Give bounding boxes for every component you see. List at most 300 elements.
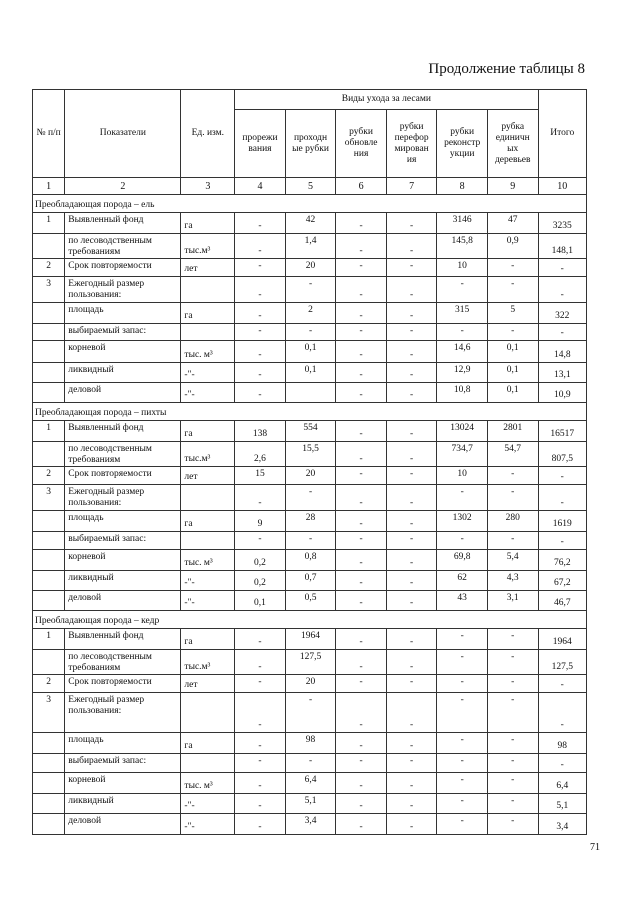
row-number: [33, 234, 65, 259]
care-value: -: [285, 485, 336, 511]
care-value: 15: [235, 467, 286, 485]
row-unit: [181, 277, 235, 303]
care-value: -: [386, 675, 437, 693]
care-value: -: [386, 629, 437, 650]
total-value: 5,1: [538, 794, 586, 814]
row-label: Выявленный фонд: [65, 213, 181, 234]
care-value: -: [386, 341, 437, 363]
care-value: 47: [487, 213, 538, 234]
care-value: -: [235, 629, 286, 650]
total-value: 13,1: [538, 363, 586, 383]
row-label: площадь: [65, 511, 181, 532]
table-row: [33, 532, 587, 550]
row-number: [33, 571, 65, 591]
table-row: [33, 693, 587, 733]
column-number: 5: [285, 178, 336, 195]
row-number: [33, 650, 65, 675]
care-value: -: [336, 532, 387, 550]
row-unit: -"-: [181, 591, 235, 611]
care-value: -: [336, 467, 387, 485]
table-row: [33, 571, 587, 591]
care-value: -: [336, 303, 387, 324]
care-value: -: [386, 383, 437, 403]
care-value: -: [336, 591, 387, 611]
care-value: 98: [285, 733, 336, 754]
care-value: 5: [487, 303, 538, 324]
care-value: -: [386, 532, 437, 550]
row-number: 2: [33, 675, 65, 693]
header-type: рубки реконстр укции: [437, 110, 488, 178]
care-value: 0,1: [487, 363, 538, 383]
care-value: 734,7: [437, 442, 488, 467]
care-value: -: [235, 485, 286, 511]
care-value: -: [336, 550, 387, 571]
row-unit: -"-: [181, 363, 235, 383]
row-number: 1: [33, 213, 65, 234]
row-unit: -"-: [181, 571, 235, 591]
row-number: 2: [33, 259, 65, 277]
care-value: -: [386, 814, 437, 835]
page-number: 71: [590, 842, 600, 853]
table-row: [33, 591, 587, 611]
care-value: -: [235, 650, 286, 675]
row-label: по лесоводственным требованиям: [65, 442, 181, 467]
care-value: 6,4: [285, 773, 336, 794]
forest-care-table: [32, 89, 587, 835]
row-number: 2: [33, 467, 65, 485]
table-row: [33, 363, 587, 383]
care-value: 0,7: [285, 571, 336, 591]
row-unit: -"-: [181, 383, 235, 403]
total-value: 3235: [538, 213, 586, 234]
header-type: проходн ые рубки: [285, 110, 336, 178]
care-value: -: [235, 532, 286, 550]
table-row: [33, 421, 587, 442]
care-value: 3,4: [285, 814, 336, 835]
row-unit: га: [181, 511, 235, 532]
column-number: 7: [386, 178, 437, 195]
care-value: -: [487, 324, 538, 341]
care-value: -: [336, 693, 387, 733]
care-value: -: [235, 693, 286, 733]
row-label: ликвидный: [65, 363, 181, 383]
section-row: [33, 403, 587, 421]
care-value: -: [336, 213, 387, 234]
care-value: -: [336, 814, 387, 835]
header-type: рубки обновле ния: [336, 110, 387, 178]
care-value: -: [487, 794, 538, 814]
care-value: -: [336, 442, 387, 467]
row-label: корневой: [65, 341, 181, 363]
row-label: корневой: [65, 550, 181, 571]
row-unit: [181, 324, 235, 341]
table-row: [33, 485, 587, 511]
total-value: -: [538, 675, 586, 693]
row-unit: га: [181, 733, 235, 754]
care-value: -: [285, 693, 336, 733]
total-value: 67,2: [538, 571, 586, 591]
care-value: -: [235, 303, 286, 324]
row-label: площадь: [65, 303, 181, 324]
table-row: [33, 629, 587, 650]
care-value: 3,1: [487, 591, 538, 611]
care-value: -: [386, 511, 437, 532]
total-value: 76,2: [538, 550, 586, 571]
care-value: 0,1: [285, 363, 336, 383]
table-row: [33, 324, 587, 341]
care-value: -: [386, 773, 437, 794]
care-value: -: [235, 754, 286, 773]
table-row: [33, 733, 587, 754]
total-value: 6,4: [538, 773, 586, 794]
column-number: 9: [487, 178, 538, 195]
row-unit: тыс. м³: [181, 773, 235, 794]
total-value: 3,4: [538, 814, 586, 835]
row-unit: га: [181, 629, 235, 650]
total-value: -: [538, 532, 586, 550]
row-number: 1: [33, 629, 65, 650]
row-label: выбираемый запас:: [65, 324, 181, 341]
row-number: [33, 773, 65, 794]
care-value: -: [235, 733, 286, 754]
care-value: 28: [285, 511, 336, 532]
row-unit: лет: [181, 259, 235, 277]
row-unit: лет: [181, 675, 235, 693]
section-title: Преобладающая порода – пихты: [33, 403, 587, 421]
total-value: 16517: [538, 421, 586, 442]
table-row: [33, 794, 587, 814]
care-value: -: [386, 277, 437, 303]
row-label: деловой: [65, 383, 181, 403]
care-value: -: [336, 363, 387, 383]
care-value: -: [437, 794, 488, 814]
table-row: [33, 213, 587, 234]
care-value: -: [437, 532, 488, 550]
row-label: Срок повторяемости: [65, 467, 181, 485]
row-number: 1: [33, 421, 65, 442]
care-value: -: [386, 571, 437, 591]
care-value: -: [487, 814, 538, 835]
table-row: [33, 754, 587, 773]
column-number: 4: [235, 178, 286, 195]
care-value: -: [487, 629, 538, 650]
care-value: 0,2: [235, 571, 286, 591]
row-unit: -"-: [181, 794, 235, 814]
care-value: -: [386, 550, 437, 571]
care-value: 0,1: [285, 341, 336, 363]
care-value: -: [437, 675, 488, 693]
care-value: 0,1: [487, 383, 538, 403]
column-number: 2: [65, 178, 181, 195]
total-value: 10,9: [538, 383, 586, 403]
row-number: [33, 303, 65, 324]
care-value: 0,9: [487, 234, 538, 259]
column-number: 1: [33, 178, 65, 195]
care-value: 1,4: [285, 234, 336, 259]
care-value: 0,1: [235, 591, 286, 611]
column-number: 10: [538, 178, 586, 195]
care-value: -: [386, 234, 437, 259]
care-value: -: [235, 277, 286, 303]
care-value: -: [437, 629, 488, 650]
header-indicator: Показатели: [65, 90, 181, 178]
care-value: -: [336, 324, 387, 341]
row-number: [33, 341, 65, 363]
care-value: -: [487, 675, 538, 693]
total-value: 1964: [538, 629, 586, 650]
table-row: [33, 550, 587, 571]
care-value: -: [336, 733, 387, 754]
care-value: 12,9: [437, 363, 488, 383]
table-row: [33, 259, 587, 277]
care-value: 1302: [437, 511, 488, 532]
care-value: 10,8: [437, 383, 488, 403]
row-unit: -"-: [181, 814, 235, 835]
row-number: [33, 383, 65, 403]
care-value: -: [487, 693, 538, 733]
total-value: -: [538, 259, 586, 277]
total-value: -: [538, 277, 586, 303]
section-title: Преобладающая порода – ель: [33, 195, 587, 213]
care-value: -: [386, 650, 437, 675]
care-value: -: [235, 213, 286, 234]
care-value: -: [336, 794, 387, 814]
care-value: -: [235, 794, 286, 814]
care-value: 554: [285, 421, 336, 442]
care-value: -: [386, 794, 437, 814]
row-number: [33, 814, 65, 835]
total-value: 98: [538, 733, 586, 754]
row-label: деловой: [65, 814, 181, 835]
row-label: по лесоводственным требованиям: [65, 234, 181, 259]
row-unit: га: [181, 213, 235, 234]
row-number: [33, 754, 65, 773]
care-value: -: [336, 511, 387, 532]
row-label: Ежегодный размер пользования:: [65, 277, 181, 303]
care-value: -: [386, 442, 437, 467]
care-value: 54,7: [487, 442, 538, 467]
care-value: -: [285, 532, 336, 550]
table-row: [33, 277, 587, 303]
row-number: 3: [33, 277, 65, 303]
care-value: -: [437, 693, 488, 733]
total-value: 14,8: [538, 341, 586, 363]
table-row: [33, 303, 587, 324]
column-number: 8: [437, 178, 488, 195]
care-value: -: [336, 754, 387, 773]
header-care-types-group: Виды ухода за лесами: [235, 90, 538, 110]
care-value: 5,4: [487, 550, 538, 571]
total-value: -: [538, 693, 586, 733]
care-value: -: [235, 259, 286, 277]
care-value: -: [487, 467, 538, 485]
care-value: -: [386, 467, 437, 485]
row-unit: [181, 754, 235, 773]
care-value: -: [487, 277, 538, 303]
row-label: выбираемый запас:: [65, 532, 181, 550]
header-type: рубки перефор мирован ия: [386, 110, 437, 178]
care-value: -: [487, 485, 538, 511]
care-value: 138: [235, 421, 286, 442]
row-label: ликвидный: [65, 571, 181, 591]
care-value: -: [336, 421, 387, 442]
care-value: 0,8: [285, 550, 336, 571]
care-value: 145,8: [437, 234, 488, 259]
row-unit: лет: [181, 467, 235, 485]
total-value: 1619: [538, 511, 586, 532]
care-value: -: [437, 485, 488, 511]
row-unit: тыс. м³: [181, 341, 235, 363]
row-number: [33, 363, 65, 383]
care-value: 2801: [487, 421, 538, 442]
care-value: -: [285, 324, 336, 341]
row-unit: [181, 485, 235, 511]
care-value: -: [437, 324, 488, 341]
row-number: [33, 794, 65, 814]
care-value: 315: [437, 303, 488, 324]
care-value: -: [336, 485, 387, 511]
care-value: -: [285, 277, 336, 303]
care-value: 10: [437, 467, 488, 485]
care-value: -: [386, 754, 437, 773]
total-value: 46,7: [538, 591, 586, 611]
care-value: -: [437, 733, 488, 754]
row-label: Срок повторяемости: [65, 259, 181, 277]
care-value: -: [235, 814, 286, 835]
row-unit: тыс.м³: [181, 234, 235, 259]
care-value: -: [336, 571, 387, 591]
care-value: 15,5: [285, 442, 336, 467]
care-value: -: [235, 341, 286, 363]
care-value: 4,3: [487, 571, 538, 591]
care-value: 43: [437, 591, 488, 611]
row-number: [33, 442, 65, 467]
care-value: 42: [285, 213, 336, 234]
care-value: -: [437, 773, 488, 794]
care-value: -: [437, 814, 488, 835]
row-number: [33, 324, 65, 341]
page-title: Продолжение таблицы 8: [428, 61, 585, 77]
care-value: 69,8: [437, 550, 488, 571]
care-value: 13024: [437, 421, 488, 442]
column-number: 3: [181, 178, 235, 195]
care-value: 9: [235, 511, 286, 532]
care-value: [285, 383, 336, 403]
row-label: деловой: [65, 591, 181, 611]
table-row: [33, 383, 587, 403]
table-row: [33, 341, 587, 363]
care-value: -: [386, 591, 437, 611]
row-unit: [181, 693, 235, 733]
care-value: 20: [285, 259, 336, 277]
care-value: 3146: [437, 213, 488, 234]
row-unit: тыс. м³: [181, 550, 235, 571]
care-value: -: [386, 324, 437, 341]
care-value: 20: [285, 675, 336, 693]
row-number: 3: [33, 485, 65, 511]
row-number: [33, 532, 65, 550]
row-label: Ежегодный размер пользования:: [65, 693, 181, 733]
care-value: -: [235, 383, 286, 403]
row-label: по лесоводственным требованиям: [65, 650, 181, 675]
header-type: прорежи вания: [235, 110, 286, 178]
care-value: -: [487, 733, 538, 754]
care-value: 280: [487, 511, 538, 532]
care-value: 0,2: [235, 550, 286, 571]
total-value: -: [538, 485, 586, 511]
care-value: -: [386, 693, 437, 733]
care-value: -: [437, 277, 488, 303]
care-value: -: [336, 675, 387, 693]
care-value: 127,5: [285, 650, 336, 675]
table-row: [33, 675, 587, 693]
row-unit: [181, 532, 235, 550]
care-value: -: [487, 650, 538, 675]
table-row: [33, 773, 587, 794]
table-row: [33, 650, 587, 675]
total-value: -: [538, 754, 586, 773]
care-value: -: [235, 675, 286, 693]
header-total: Итого: [538, 90, 586, 178]
table-row: [33, 511, 587, 532]
row-number: [33, 591, 65, 611]
row-number: 3: [33, 693, 65, 733]
row-label: Срок повторяемости: [65, 675, 181, 693]
row-unit: тыс.м³: [181, 650, 235, 675]
care-value: -: [235, 324, 286, 341]
care-value: -: [487, 532, 538, 550]
row-label: Выявленный фонд: [65, 421, 181, 442]
care-value: -: [487, 259, 538, 277]
care-value: -: [336, 341, 387, 363]
care-value: -: [285, 754, 336, 773]
header-unit: Ед. изм.: [181, 90, 235, 178]
care-value: -: [336, 773, 387, 794]
care-value: -: [336, 650, 387, 675]
row-label: площадь: [65, 733, 181, 754]
care-value: 62: [437, 571, 488, 591]
total-value: 148,1: [538, 234, 586, 259]
row-label: Выявленный фонд: [65, 629, 181, 650]
care-value: 0,5: [285, 591, 336, 611]
total-value: 127,5: [538, 650, 586, 675]
care-value: -: [336, 629, 387, 650]
row-label: корневой: [65, 773, 181, 794]
row-label: выбираемый запас:: [65, 754, 181, 773]
table-row: [33, 814, 587, 835]
care-value: -: [437, 650, 488, 675]
care-value: -: [235, 363, 286, 383]
section-title: Преобладающая порода – кедр: [33, 611, 587, 629]
section-row: [33, 195, 587, 213]
care-value: -: [336, 259, 387, 277]
table-row: [33, 234, 587, 259]
total-value: -: [538, 467, 586, 485]
care-value: -: [437, 754, 488, 773]
care-value: -: [386, 421, 437, 442]
row-number: [33, 511, 65, 532]
care-value: 1964: [285, 629, 336, 650]
total-value: -: [538, 324, 586, 341]
care-value: -: [386, 363, 437, 383]
care-value: 14,6: [437, 341, 488, 363]
care-value: -: [386, 733, 437, 754]
header-type: рубка единичн ых деревьев: [487, 110, 538, 178]
care-value: -: [336, 383, 387, 403]
row-label: Ежегодный размер пользования:: [65, 485, 181, 511]
care-value: 2: [285, 303, 336, 324]
care-value: -: [235, 773, 286, 794]
